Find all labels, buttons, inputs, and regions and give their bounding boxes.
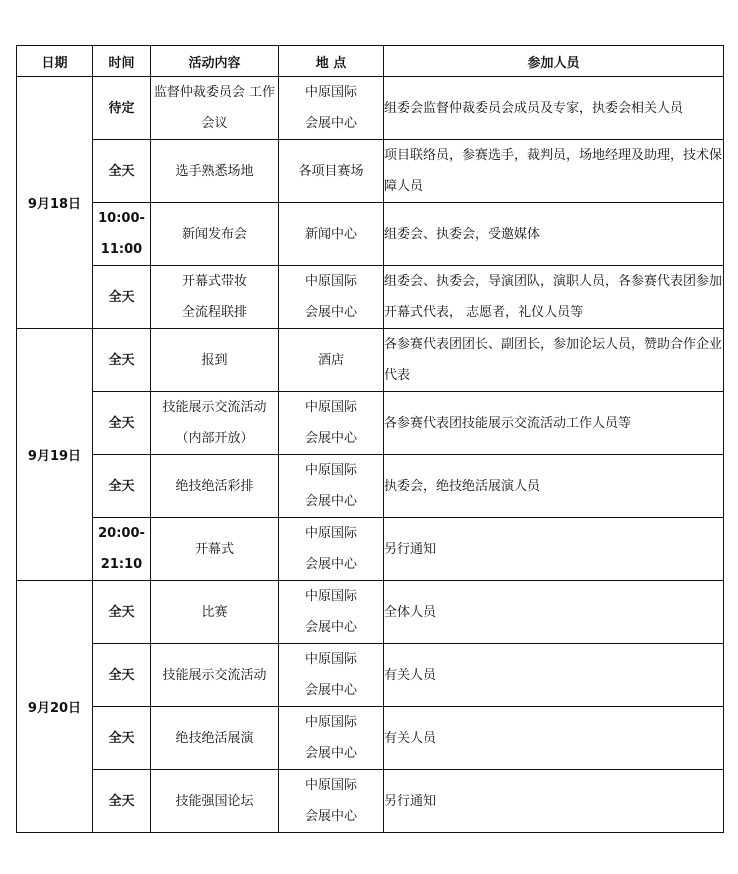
- activity-cell: [151, 392, 279, 455]
- location-text: 中原国际: [304, 589, 357, 604]
- time-text: 21:10: [100, 557, 143, 572]
- table-row: [17, 581, 724, 644]
- date-text: 9月19日: [27, 449, 82, 464]
- table-row: [17, 707, 724, 770]
- table-row: [17, 644, 724, 707]
- header-location: 地 点: [279, 46, 384, 77]
- participants-cell: [384, 455, 724, 518]
- participants-text: 项目联络员，参赛选手，裁判员，场地经理及助理，技术保障人员: [384, 148, 723, 194]
- location-text: 会展中心: [304, 683, 357, 698]
- location-text: 中原国际: [304, 652, 357, 667]
- time-cell: [93, 77, 151, 140]
- location-text: 会展中心: [304, 557, 357, 572]
- location-text: 中原国际: [304, 274, 357, 289]
- location-cell: [279, 581, 384, 644]
- activity-cell: [151, 770, 279, 833]
- table-row: [17, 392, 724, 455]
- location-cell: [279, 518, 384, 581]
- location-cell: [279, 770, 384, 833]
- location-text: 会展中心: [304, 431, 357, 446]
- time-text: 10:00-: [98, 211, 145, 226]
- header-row: [17, 46, 724, 77]
- participants-cell: [384, 266, 724, 329]
- activity-text: 开幕式: [194, 541, 234, 557]
- participants-text: 有关人员: [384, 667, 437, 683]
- location-text: 新闻中心: [304, 226, 357, 242]
- participants-cell: [384, 392, 724, 455]
- activity-cell: [151, 455, 279, 518]
- time-text: 全天: [108, 352, 135, 368]
- participants-text: 各参赛代表团团长、副团长，参加论坛人员，赞助合作企业代表: [384, 337, 723, 383]
- activity-text: 技能强国论坛: [175, 793, 254, 809]
- participants-text: 组委会、执委会，导演团队，演职人员，各参赛代表团参加开幕式代表， 志愿者，礼仪人员等: [384, 274, 723, 320]
- location-text: 会展中心: [304, 305, 357, 320]
- activity-text: 技能展示交流活动: [162, 667, 267, 683]
- location-text: 中原国际: [304, 526, 357, 541]
- header-participants: 参加人员: [384, 46, 724, 77]
- activity-cell: [151, 266, 279, 329]
- time-cell: [93, 455, 151, 518]
- time-text: 待定: [108, 100, 135, 116]
- location-cell: [279, 644, 384, 707]
- time-cell: [93, 707, 151, 770]
- activity-text: 全流程联排: [181, 305, 247, 320]
- activity-cell: [151, 581, 279, 644]
- activity-cell: [151, 707, 279, 770]
- time-text: 20:00-: [98, 526, 145, 541]
- time-cell: [93, 266, 151, 329]
- time-text: 全天: [108, 730, 135, 746]
- time-cell: [93, 203, 151, 266]
- participants-cell: [384, 644, 724, 707]
- participants-cell: [384, 518, 724, 581]
- header-activity: 活动内容: [151, 46, 279, 77]
- time-cell: [93, 518, 151, 581]
- location-cell: [279, 266, 384, 329]
- date-cell: [17, 329, 93, 581]
- participants-cell: [384, 707, 724, 770]
- time-text: 全天: [108, 289, 135, 305]
- table-row: [17, 329, 724, 392]
- table-row: [17, 518, 724, 581]
- time-text: 全天: [108, 793, 135, 809]
- location-cell: [279, 140, 384, 203]
- participants-text: 有关人员: [384, 730, 437, 746]
- location-cell: [279, 707, 384, 770]
- activity-text: 新闻发布会: [181, 226, 247, 242]
- location-text: 中原国际: [304, 715, 357, 730]
- activity-cell: [151, 644, 279, 707]
- activity-text: 开幕式带妆: [181, 274, 247, 289]
- location-cell: [279, 392, 384, 455]
- location-text: 中原国际: [304, 778, 357, 793]
- location-text: 会展中心: [304, 116, 357, 131]
- time-text: 全天: [108, 604, 135, 620]
- activity-text: 监督仲裁委员会 工作: [153, 85, 276, 100]
- table-row: [17, 77, 724, 140]
- participants-cell: [384, 140, 724, 203]
- participants-text: 执委会，绝技绝活展演人员: [384, 478, 541, 494]
- location-text: 会展中心: [304, 746, 357, 761]
- participants-cell: [384, 77, 724, 140]
- participants-cell: [384, 203, 724, 266]
- participants-text: 组委会、执委会，受邀媒体: [384, 226, 541, 242]
- activity-cell: [151, 77, 279, 140]
- activity-cell: [151, 140, 279, 203]
- time-cell: [93, 770, 151, 833]
- location-text: 中原国际: [304, 400, 357, 415]
- activity-text: 绝技绝活彩排: [175, 478, 254, 494]
- activity-text: （内部开放）: [175, 431, 254, 446]
- location-text: 会展中心: [304, 809, 357, 824]
- time-text: 11:00: [100, 242, 143, 257]
- table-row: [17, 455, 724, 518]
- activity-text: 会议: [201, 116, 228, 131]
- activity-text: 技能展示交流活动: [162, 400, 267, 415]
- participants-text: 组委会监督仲裁委员会成员及专家，执委会相关人员: [384, 100, 684, 116]
- location-cell: [279, 455, 384, 518]
- date-cell: [17, 581, 93, 833]
- time-cell: [93, 581, 151, 644]
- time-cell: [93, 329, 151, 392]
- location-text: 各项目赛场: [298, 163, 364, 179]
- time-text: 全天: [108, 667, 135, 683]
- table-row: [17, 140, 724, 203]
- location-text: 会展中心: [304, 620, 357, 635]
- time-text: 全天: [108, 415, 135, 431]
- participants-cell: [384, 329, 724, 392]
- table-row: [17, 203, 724, 266]
- activity-text: 选手熟悉场地: [175, 163, 254, 179]
- header-time: 时间: [93, 46, 151, 77]
- date-text: 9月20日: [27, 701, 82, 716]
- schedule-table: [16, 45, 724, 833]
- time-text: 全天: [108, 478, 135, 494]
- location-text: 中原国际: [304, 85, 357, 100]
- table-row: [17, 266, 724, 329]
- date-cell: [17, 77, 93, 329]
- location-text: 酒店: [317, 352, 344, 368]
- activity-cell: [151, 203, 279, 266]
- activity-text: 绝技绝活展演: [175, 730, 254, 746]
- participants-cell: [384, 770, 724, 833]
- time-cell: [93, 392, 151, 455]
- header-date: 日期: [17, 46, 93, 77]
- participants-cell: [384, 581, 724, 644]
- participants-text: 另行通知: [384, 793, 437, 809]
- time-cell: [93, 644, 151, 707]
- table-row: [17, 770, 724, 833]
- location-cell: [279, 203, 384, 266]
- date-text: 9月18日: [27, 197, 82, 212]
- location-cell: [279, 329, 384, 392]
- time-text: 全天: [108, 163, 135, 179]
- participants-text: 全体人员: [384, 604, 437, 620]
- activity-cell: [151, 329, 279, 392]
- activity-text: 比赛: [201, 604, 228, 620]
- activity-cell: [151, 518, 279, 581]
- time-cell: [93, 140, 151, 203]
- location-text: 中原国际: [304, 463, 357, 478]
- participants-text: 另行通知: [384, 541, 437, 557]
- location-cell: [279, 77, 384, 140]
- schedule-body: [17, 77, 724, 833]
- location-text: 会展中心: [304, 494, 357, 509]
- activity-text: 报到: [201, 352, 228, 368]
- participants-text: 各参赛代表团技能展示交流活动工作人员等: [384, 415, 632, 431]
